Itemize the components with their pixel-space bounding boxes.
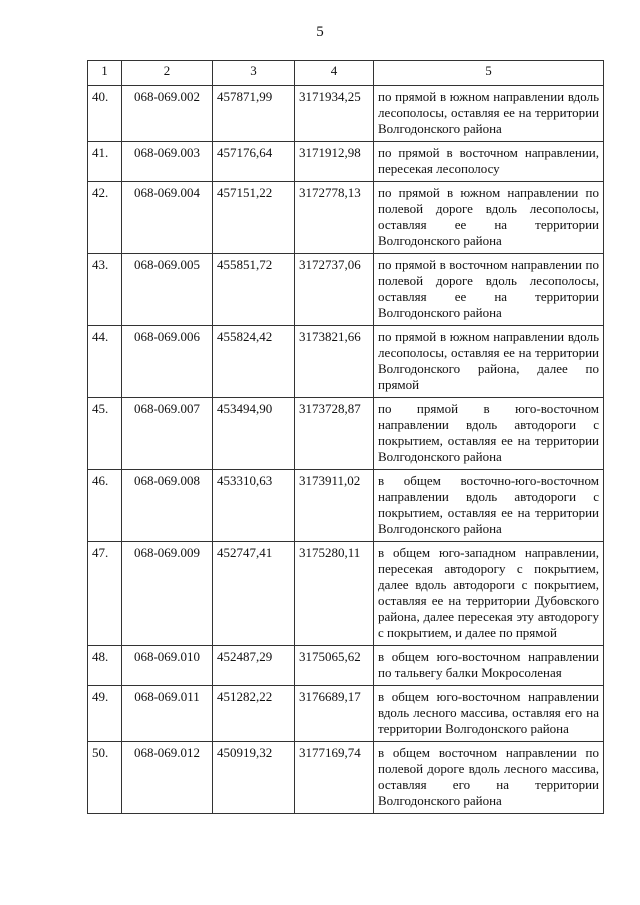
- y-coordinate: 3175280,11: [295, 542, 374, 646]
- y-coordinate: 3172737,06: [295, 254, 374, 326]
- point-number: 43.: [88, 254, 122, 326]
- point-number: 42.: [88, 182, 122, 254]
- boundary-description: по прямой в восточном направлении по полевой дороге вдоль лесополосы, оставляя ее на территории Волгодонского района: [374, 254, 604, 326]
- x-coordinate: 457176,64: [213, 142, 295, 182]
- table-row: [88, 254, 604, 326]
- point-code: 068-069.011: [122, 686, 213, 742]
- column-header-1: 1: [88, 61, 122, 86]
- table-body: [88, 86, 604, 814]
- point-number: 41.: [88, 142, 122, 182]
- boundary-description: в общем восточном направлении по полевой дороге вдоль лесного массива, оставляя его на территории Волгодонского района: [374, 742, 604, 814]
- x-coordinate: 457871,99: [213, 86, 295, 142]
- x-coordinate: 455851,72: [213, 254, 295, 326]
- point-number: 45.: [88, 398, 122, 470]
- point-code: 068-069.004: [122, 182, 213, 254]
- point-code: 068-069.009: [122, 542, 213, 646]
- y-coordinate: 3171912,98: [295, 142, 374, 182]
- point-code: 068-069.010: [122, 646, 213, 686]
- y-coordinate: 3175065,62: [295, 646, 374, 686]
- column-header-5: 5: [374, 61, 604, 86]
- table-row: [88, 398, 604, 470]
- point-number: 40.: [88, 86, 122, 142]
- y-coordinate: 3173728,87: [295, 398, 374, 470]
- y-coordinate: 3176689,17: [295, 686, 374, 742]
- y-coordinate: 3173821,66: [295, 326, 374, 398]
- point-number: 48.: [88, 646, 122, 686]
- y-coordinate: 3171934,25: [295, 86, 374, 142]
- point-number: 49.: [88, 686, 122, 742]
- point-number: 50.: [88, 742, 122, 814]
- y-coordinate: 3177169,74: [295, 742, 374, 814]
- x-coordinate: 452747,41: [213, 542, 295, 646]
- boundary-description: по прямой в южном направлении вдоль лесополосы, оставляя ее на территории Волгодонского района: [374, 86, 604, 142]
- boundary-description: в общем юго-восточном направлении вдоль лесного массива, оставляя его на территории Волгодонского района: [374, 686, 604, 742]
- x-coordinate: 451282,22: [213, 686, 295, 742]
- y-coordinate: 3172778,13: [295, 182, 374, 254]
- point-number: 46.: [88, 470, 122, 542]
- table-row: [88, 646, 604, 686]
- table-row: [88, 470, 604, 542]
- column-header-4: 4: [295, 61, 374, 86]
- x-coordinate: 455824,42: [213, 326, 295, 398]
- x-coordinate: 453310,63: [213, 470, 295, 542]
- point-code: 068-069.003: [122, 142, 213, 182]
- x-coordinate: 452487,29: [213, 646, 295, 686]
- point-code: 068-069.006: [122, 326, 213, 398]
- x-coordinate: 457151,22: [213, 182, 295, 254]
- point-code: 068-069.005: [122, 254, 213, 326]
- boundary-description: по прямой в южном направлении по полевой дороге вдоль лесополосы, оставляя ее на территории Волгодонского района: [374, 182, 604, 254]
- page-number: 5: [316, 24, 324, 40]
- column-header-3: 3: [213, 61, 295, 86]
- table-row: [88, 742, 604, 814]
- y-coordinate: 3173911,02: [295, 470, 374, 542]
- x-coordinate: 453494,90: [213, 398, 295, 470]
- point-number: 44.: [88, 326, 122, 398]
- boundary-description: по прямой в южном направлении вдоль лесополосы, оставляя ее на территории Волгодонского района, далее по прямой: [374, 326, 604, 398]
- point-code: 068-069.008: [122, 470, 213, 542]
- point-code: 068-069.007: [122, 398, 213, 470]
- boundary-description: в общем юго-западном направлении, пересекая автодорогу с покрытием, далее вдоль автодороги с покрытием, оставляя ее на территории Дубовского района, далее пересекая эту автодорогу с покрытием, и далее по прямой: [374, 542, 604, 646]
- boundary-description: в общем восточно-юго-восточном направлении вдоль автодороги с покрытием, оставляя ее на территории Волгодонского района: [374, 470, 604, 542]
- boundary-description: в общем юго-восточном направлении по тальвегу балки Мокросоленая: [374, 646, 604, 686]
- table-row: [88, 86, 604, 142]
- table-row: [88, 182, 604, 254]
- boundary-description: по прямой в восточном направлении, пересекая лесополосу: [374, 142, 604, 182]
- table-header-row: [88, 61, 604, 86]
- table-row: [88, 542, 604, 646]
- column-header-2: 2: [122, 61, 213, 86]
- x-coordinate: 450919,32: [213, 742, 295, 814]
- point-code: 068-069.002: [122, 86, 213, 142]
- point-number: 47.: [88, 542, 122, 646]
- boundary-description: по прямой в юго-восточном направлении вдоль автодороги с покрытием, оставляя ее на территории Волгодонского района: [374, 398, 604, 470]
- table-row: [88, 326, 604, 398]
- point-code: 068-069.012: [122, 742, 213, 814]
- table-row: [88, 686, 604, 742]
- table-row: [88, 142, 604, 182]
- boundary-points-table: [87, 60, 604, 814]
